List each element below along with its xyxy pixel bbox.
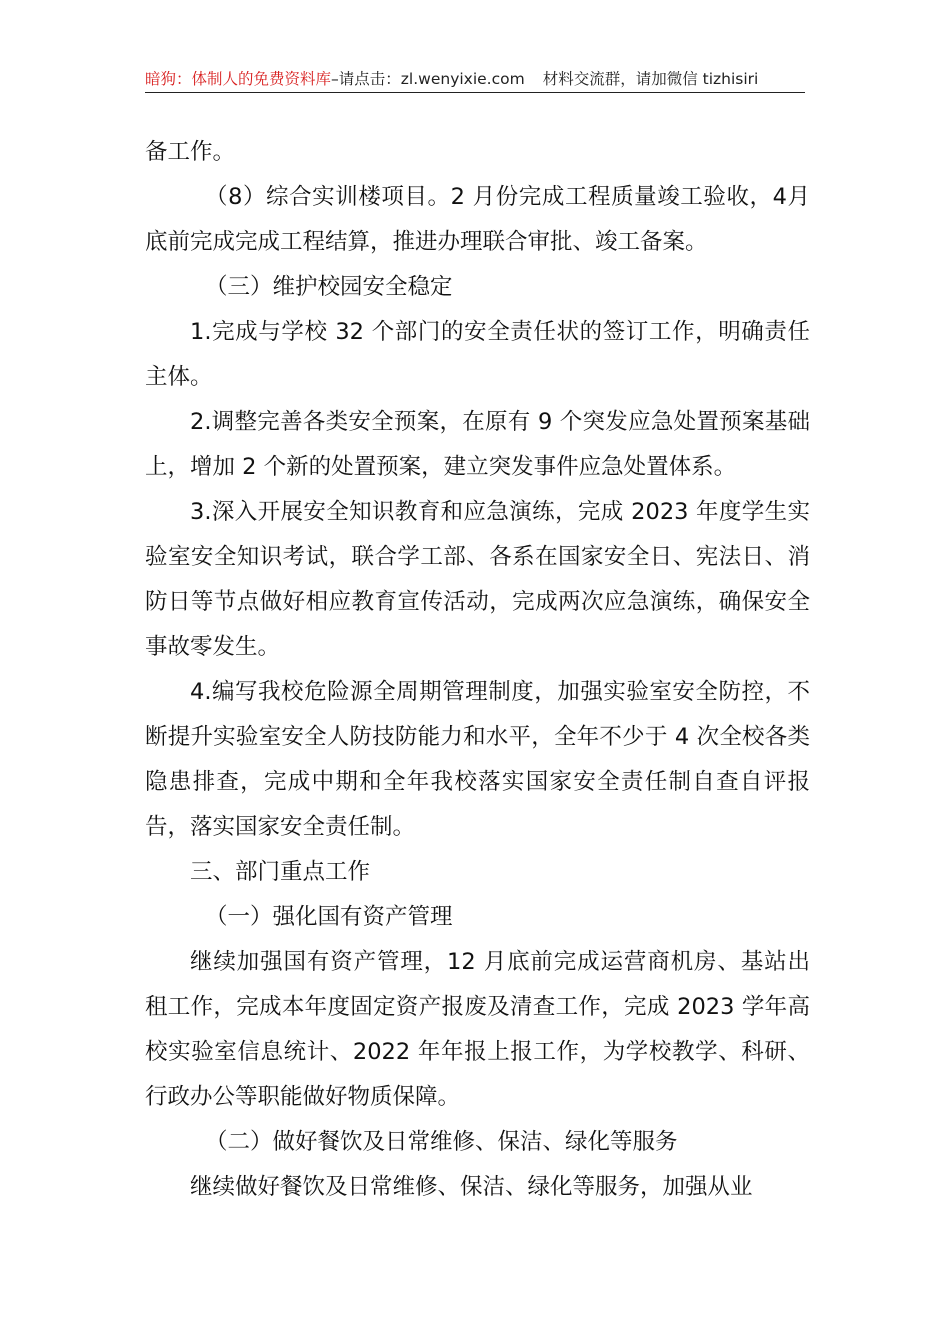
paragraph: 3.深入开展安全知识教育和应急演练，完成 2023 年度学生实验室安全知识考试，联合学工部、各系在国家安全日、宪法日、消防日等节点做好相应教育宣传活动，完成两次应急演练，确保安全事故零发生。 — [145, 499, 810, 660]
paragraph: 2.调整完善各类安全预案，在原有 9 个突发应急处置预案基础上，增加 2 个新的处置预案，建立突发事件应急处置体系。 — [145, 409, 810, 480]
section-heading: （一）强化国有资产管理 — [205, 904, 453, 930]
page-header — [145, 66, 805, 93]
header-url-link[interactable]: zl.wenyixie.com — [400, 70, 525, 88]
paragraph: 4.编写我校危险源全周期管理制度，加强实验室安全防控，不断提升实验室安全人防技防能力和水平，全年不少于 4 次全校各类隐患排查，完成中期和全年我校落实国家安全责任制自查自评报告，落实国家安全责任制。 — [145, 679, 810, 840]
header-group-note: 材料交流群，请加微信 tizhisiri — [542, 70, 759, 88]
document-body — [145, 130, 810, 1210]
paragraph: （8）综合实训楼项目。2 月份完成工程质量竣工验收，4月底前完成完成工程结算，推进办理联合审批、竣工备案。 — [145, 184, 810, 255]
paragraph: 继续做好餐饮及日常维修、保洁、绿化等服务，加强从业 — [190, 1174, 753, 1200]
section-heading: （二）做好餐饮及日常维修、保洁、绿化等服务 — [205, 1129, 678, 1155]
section-heading: 三、部门重点工作 — [190, 859, 371, 885]
header-brand: 暗狗：体制人的免费资料库 — [145, 70, 332, 88]
paragraph: 1.完成与学校 32 个部门的安全责任状的签订工作，明确责任主体。 — [145, 319, 810, 390]
section-heading: （三）维护校园安全稳定 — [205, 274, 453, 300]
header-click-prefix: –请点击： — [331, 70, 401, 88]
paragraph: 备工作。 — [145, 139, 236, 165]
paragraph: 继续加强国有资产管理，12 月底前完成运营商机房、基站出租工作，完成本年度固定资产报废及清查工作，完成 2023 学年高校实验室信息统计、2022 年年报上报工作，为学校教学、科研、行政办公等职能做好物质保障。 — [145, 949, 810, 1110]
